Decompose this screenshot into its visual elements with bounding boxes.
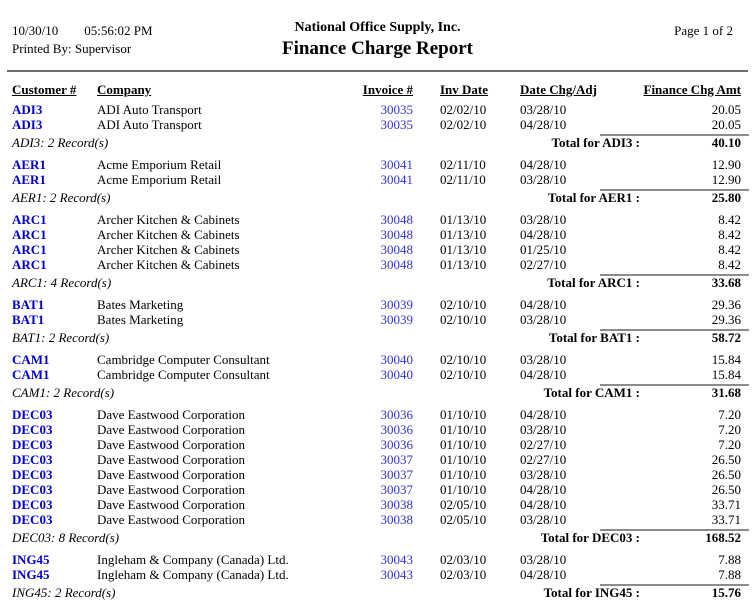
charge-date-cell: 03/28/10 — [520, 102, 567, 117]
table-row — [0, 117, 755, 132]
company-cell: ADI Auto Transport — [97, 117, 202, 132]
charge-date-cell: 02/27/10 — [520, 452, 567, 467]
customer-id-link[interactable]: CAM1 — [12, 352, 50, 367]
invoice-number-link[interactable]: 30036 — [380, 422, 413, 437]
total-rule-line — [600, 189, 749, 191]
customer-group — [0, 297, 755, 346]
finance-charge-amount-cell: 29.36 — [711, 312, 741, 327]
customer-id-link[interactable]: ARC1 — [12, 227, 47, 242]
company-cell: Cambridge Computer Consultant — [97, 367, 270, 382]
finance-charge-amount-cell: 7.20 — [718, 407, 741, 422]
table-row — [0, 257, 755, 272]
group-total-amount: 15.76 — [711, 585, 741, 600]
invoice-number-link[interactable]: 30048 — [380, 227, 413, 242]
customer-group — [0, 102, 755, 151]
invoice-number-link[interactable]: 30048 — [380, 242, 413, 257]
charge-date-cell: 03/28/10 — [520, 422, 567, 437]
charge-date-cell: 03/28/10 — [520, 467, 567, 482]
table-row — [0, 407, 755, 422]
company-cell: Archer Kitchen & Cabinets — [97, 242, 240, 257]
finance-charge-amount-cell: 26.50 — [711, 467, 741, 482]
invoice-number-link[interactable]: 30038 — [380, 497, 413, 512]
invoice-number-link[interactable]: 30048 — [380, 212, 413, 227]
customer-id-link[interactable]: DEC03 — [12, 497, 53, 512]
table-row — [0, 102, 755, 117]
col-header-invoice: Invoice # — [362, 82, 413, 97]
table-row — [0, 497, 755, 512]
customer-group — [0, 157, 755, 206]
table-row — [0, 297, 755, 312]
print-time: 05:56:02 PM — [84, 23, 153, 38]
charge-date-cell: 04/28/10 — [520, 407, 567, 422]
customer-group — [0, 352, 755, 401]
invoice-date-cell: 02/03/10 — [440, 567, 487, 582]
col-header-date-chg-adj: Date Chg/Adj — [520, 82, 597, 97]
invoice-date-cell: 02/11/10 — [440, 172, 486, 187]
finance-charge-amount-cell: 15.84 — [711, 352, 741, 367]
customer-id-link[interactable]: AER1 — [12, 172, 46, 187]
charge-date-cell: 01/25/10 — [520, 242, 567, 257]
invoice-date-cell: 01/10/10 — [440, 422, 487, 437]
page-title: Finance Charge Report — [281, 38, 474, 59]
invoice-date-cell: 02/11/10 — [440, 157, 486, 172]
company-cell: Dave Eastwood Corporation — [97, 467, 246, 482]
group-summary-row — [0, 385, 755, 401]
invoice-number-link[interactable]: 30035 — [380, 102, 413, 117]
page-indicator: Page 1 of 2 — [674, 23, 733, 38]
records-count: CAM1: 2 Record(s) — [12, 385, 115, 400]
finance-charge-amount-cell: 7.20 — [718, 422, 741, 437]
customer-group — [0, 212, 755, 291]
invoice-date-cell: 01/10/10 — [440, 452, 487, 467]
invoice-number-link[interactable]: 30048 — [380, 257, 413, 272]
group-total-label: Total for AER1 : — [547, 190, 640, 205]
table-row — [0, 227, 755, 242]
company-cell: Dave Eastwood Corporation — [97, 452, 246, 467]
customer-id-link[interactable]: CAM1 — [12, 367, 50, 382]
group-summary-row — [0, 530, 755, 546]
charge-date-cell: 02/27/10 — [520, 257, 567, 272]
finance-charge-amount-cell: 7.20 — [718, 437, 741, 452]
customer-id-link[interactable]: ADI3 — [12, 102, 43, 117]
charge-date-cell: 04/28/10 — [520, 567, 567, 582]
report-header — [7, 0, 748, 72]
invoice-date-cell: 02/10/10 — [440, 312, 487, 327]
table-row — [0, 312, 755, 327]
group-total-label: Total for ARC1 : — [547, 275, 640, 290]
total-rule-line — [600, 529, 749, 531]
customer-id-link[interactable]: ARC1 — [12, 212, 47, 227]
invoice-number-link[interactable]: 30036 — [380, 407, 413, 422]
group-summary-row — [0, 135, 755, 151]
finance-charge-amount-cell: 33.71 — [711, 512, 741, 527]
invoice-date-cell: 02/05/10 — [440, 497, 487, 512]
company-cell: Dave Eastwood Corporation — [97, 407, 246, 422]
finance-charge-amount-cell: 8.42 — [718, 257, 741, 272]
group-summary-row — [0, 585, 755, 601]
col-header-customer: Customer # — [12, 82, 77, 97]
company-cell: Dave Eastwood Corporation — [97, 422, 246, 437]
invoice-date-cell: 02/10/10 — [440, 352, 487, 367]
charge-date-cell: 04/28/10 — [520, 367, 567, 382]
group-summary-row — [0, 275, 755, 291]
invoice-date-cell: 01/13/10 — [440, 242, 487, 257]
invoice-number-link[interactable]: 30040 — [380, 352, 413, 367]
table-row — [0, 157, 755, 172]
table-row — [0, 242, 755, 257]
customer-id-link[interactable]: DEC03 — [12, 482, 53, 497]
customer-id-link[interactable]: ADI3 — [12, 117, 43, 132]
group-total-amount: 168.52 — [705, 530, 741, 545]
table-row — [0, 437, 755, 452]
customer-id-link[interactable]: BAT1 — [12, 297, 45, 312]
customer-id-link[interactable]: DEC03 — [12, 422, 53, 437]
group-total-label: Total for ADI3 : — [551, 135, 640, 150]
invoice-date-cell: 02/02/10 — [440, 117, 487, 132]
customer-id-link[interactable]: DEC03 — [12, 512, 53, 527]
invoice-number-link[interactable]: 30043 — [380, 552, 413, 567]
invoice-number-link[interactable]: 30039 — [380, 297, 413, 312]
company-cell: Ingleham & Company (Canada) Ltd. — [97, 552, 289, 567]
charge-date-cell: 04/28/10 — [520, 482, 567, 497]
total-rule-line — [600, 134, 749, 136]
finance-charge-amount-cell: 29.36 — [711, 297, 741, 312]
charge-date-cell: 04/28/10 — [520, 117, 567, 132]
group-total-amount: 33.68 — [711, 275, 741, 290]
finance-charge-amount-cell: 26.50 — [711, 452, 741, 467]
company-cell: Bates Marketing — [97, 312, 184, 327]
finance-charge-amount-cell: 7.88 — [718, 567, 741, 582]
charge-date-cell: 03/28/10 — [520, 512, 567, 527]
records-count: BAT1: 2 Record(s) — [12, 330, 110, 345]
customer-id-link[interactable]: DEC03 — [12, 452, 53, 467]
group-summary-row — [0, 330, 755, 346]
charge-date-cell: 04/28/10 — [520, 497, 567, 512]
charge-date-cell: 04/28/10 — [520, 157, 567, 172]
company-cell: Dave Eastwood Corporation — [97, 512, 246, 527]
group-total-amount: 31.68 — [711, 385, 741, 400]
company-cell: Acme Emporium Retail — [97, 157, 222, 172]
invoice-date-cell: 01/10/10 — [440, 407, 487, 422]
invoice-date-cell: 01/10/10 — [440, 437, 487, 452]
table-row — [0, 367, 755, 382]
invoice-number-link[interactable]: 30041 — [380, 172, 413, 187]
invoice-date-cell: 02/10/10 — [440, 367, 487, 382]
invoice-number-link[interactable]: 30037 — [380, 482, 413, 497]
charge-date-cell: 04/28/10 — [520, 297, 567, 312]
total-rule-line — [600, 274, 749, 276]
company-cell: Dave Eastwood Corporation — [97, 482, 246, 497]
customer-id-link[interactable]: DEC03 — [12, 467, 53, 482]
company-cell: Ingleham & Company (Canada) Ltd. — [97, 567, 289, 582]
table-row — [0, 422, 755, 437]
charge-date-cell: 03/28/10 — [520, 212, 567, 227]
printed-by: Printed By: Supervisor — [12, 41, 132, 56]
company-cell: Acme Emporium Retail — [97, 172, 222, 187]
invoice-number-link[interactable]: 30035 — [380, 117, 413, 132]
customer-group — [0, 407, 755, 546]
finance-charge-amount-cell: 20.05 — [711, 117, 741, 132]
invoice-date-cell: 01/13/10 — [440, 212, 487, 227]
records-count: ADI3: 2 Record(s) — [12, 135, 109, 150]
table-row — [0, 452, 755, 467]
invoice-date-cell: 02/10/10 — [440, 297, 487, 312]
report-groups — [0, 102, 755, 601]
finance-charge-amount-cell: 8.42 — [718, 212, 741, 227]
invoice-date-cell: 01/10/10 — [440, 467, 487, 482]
table-row — [0, 512, 755, 527]
column-header-row — [0, 81, 755, 98]
company-cell: Archer Kitchen & Cabinets — [97, 227, 240, 242]
customer-id-link[interactable]: AER1 — [12, 157, 46, 172]
company-cell: Bates Marketing — [97, 297, 184, 312]
invoice-number-link[interactable]: 30043 — [380, 567, 413, 582]
customer-id-link[interactable]: ARC1 — [12, 242, 47, 257]
customer-id-link[interactable]: ARC1 — [12, 257, 47, 272]
total-rule-line — [600, 329, 749, 331]
table-row — [0, 467, 755, 482]
print-date: 10/30/10 — [12, 23, 59, 38]
finance-charge-amount-cell: 33.71 — [711, 497, 741, 512]
finance-charge-amount-cell: 7.88 — [718, 552, 741, 567]
invoice-date-cell: 01/13/10 — [440, 227, 487, 242]
group-total-amount: 25.80 — [711, 190, 741, 205]
finance-charge-amount-cell: 20.05 — [711, 102, 741, 117]
company-cell: Dave Eastwood Corporation — [97, 497, 246, 512]
table-row — [0, 567, 755, 582]
col-header-company: Company — [97, 82, 152, 97]
charge-date-cell: 04/28/10 — [520, 227, 567, 242]
invoice-number-link[interactable]: 30039 — [380, 312, 413, 327]
group-total-label: Total for BAT1 : — [548, 330, 640, 345]
finance-charge-amount-cell: 26.50 — [711, 482, 741, 497]
company-cell: Archer Kitchen & Cabinets — [97, 212, 240, 227]
records-count: ING45: 2 Record(s) — [12, 585, 116, 600]
finance-charge-amount-cell: 12.90 — [711, 172, 741, 187]
charge-date-cell: 03/28/10 — [520, 172, 567, 187]
invoice-number-link[interactable]: 30041 — [380, 157, 413, 172]
invoice-number-link[interactable]: 30036 — [380, 437, 413, 452]
group-total-amount: 58.72 — [711, 330, 741, 345]
group-total-label: Total for CAM1 : — [543, 385, 640, 400]
table-row — [0, 352, 755, 367]
invoice-date-cell: 01/13/10 — [440, 257, 487, 272]
records-count: AER1: 2 Record(s) — [12, 190, 111, 205]
invoice-number-link[interactable]: 30037 — [380, 467, 413, 482]
customer-id-link[interactable]: DEC03 — [12, 437, 53, 452]
customer-id-link[interactable]: ING45 — [12, 552, 50, 567]
customer-id-link[interactable]: ING45 — [12, 567, 50, 582]
customer-id-link[interactable]: DEC03 — [12, 407, 53, 422]
finance-charge-amount-cell: 15.84 — [711, 367, 741, 382]
charge-date-cell: 03/28/10 — [520, 352, 567, 367]
invoice-number-link[interactable]: 30037 — [380, 452, 413, 467]
records-count: DEC03: 8 Record(s) — [12, 530, 120, 545]
col-header-inv-date: Inv Date — [440, 82, 489, 97]
company-cell: ADI Auto Transport — [97, 102, 202, 117]
customer-id-link[interactable]: BAT1 — [12, 312, 45, 327]
group-total-amount: 40.10 — [711, 135, 741, 150]
group-total-label: Total for ING45 : — [543, 585, 640, 600]
company-cell: Cambridge Computer Consultant — [97, 352, 270, 367]
company-name: National Office Supply, Inc. — [294, 20, 461, 35]
customer-group — [0, 552, 755, 601]
col-header-finance-chg-amt: Finance Chg Amt — [643, 82, 741, 97]
charge-date-cell: 02/27/10 — [520, 437, 567, 452]
invoice-number-link[interactable]: 30038 — [380, 512, 413, 527]
company-cell: Dave Eastwood Corporation — [97, 437, 246, 452]
finance-charge-amount-cell: 8.42 — [718, 227, 741, 242]
table-row — [0, 482, 755, 497]
group-total-label: Total for DEC03 : — [540, 530, 640, 545]
invoice-date-cell: 02/02/10 — [440, 102, 487, 117]
finance-charge-amount-cell: 12.90 — [711, 157, 741, 172]
group-summary-row — [0, 190, 755, 206]
invoice-number-link[interactable]: 30040 — [380, 367, 413, 382]
table-row — [0, 212, 755, 227]
table-row — [0, 552, 755, 567]
total-rule-line — [600, 384, 749, 386]
company-cell: Archer Kitchen & Cabinets — [97, 257, 240, 272]
total-rule-line — [600, 584, 749, 586]
charge-date-cell: 03/28/10 — [520, 552, 567, 567]
invoice-date-cell: 01/10/10 — [440, 482, 487, 497]
finance-charge-amount-cell: 8.42 — [718, 242, 741, 257]
table-row — [0, 172, 755, 187]
invoice-date-cell: 02/05/10 — [440, 512, 487, 527]
records-count: ARC1: 4 Record(s) — [12, 275, 112, 290]
invoice-date-cell: 02/03/10 — [440, 552, 487, 567]
charge-date-cell: 03/28/10 — [520, 312, 567, 327]
